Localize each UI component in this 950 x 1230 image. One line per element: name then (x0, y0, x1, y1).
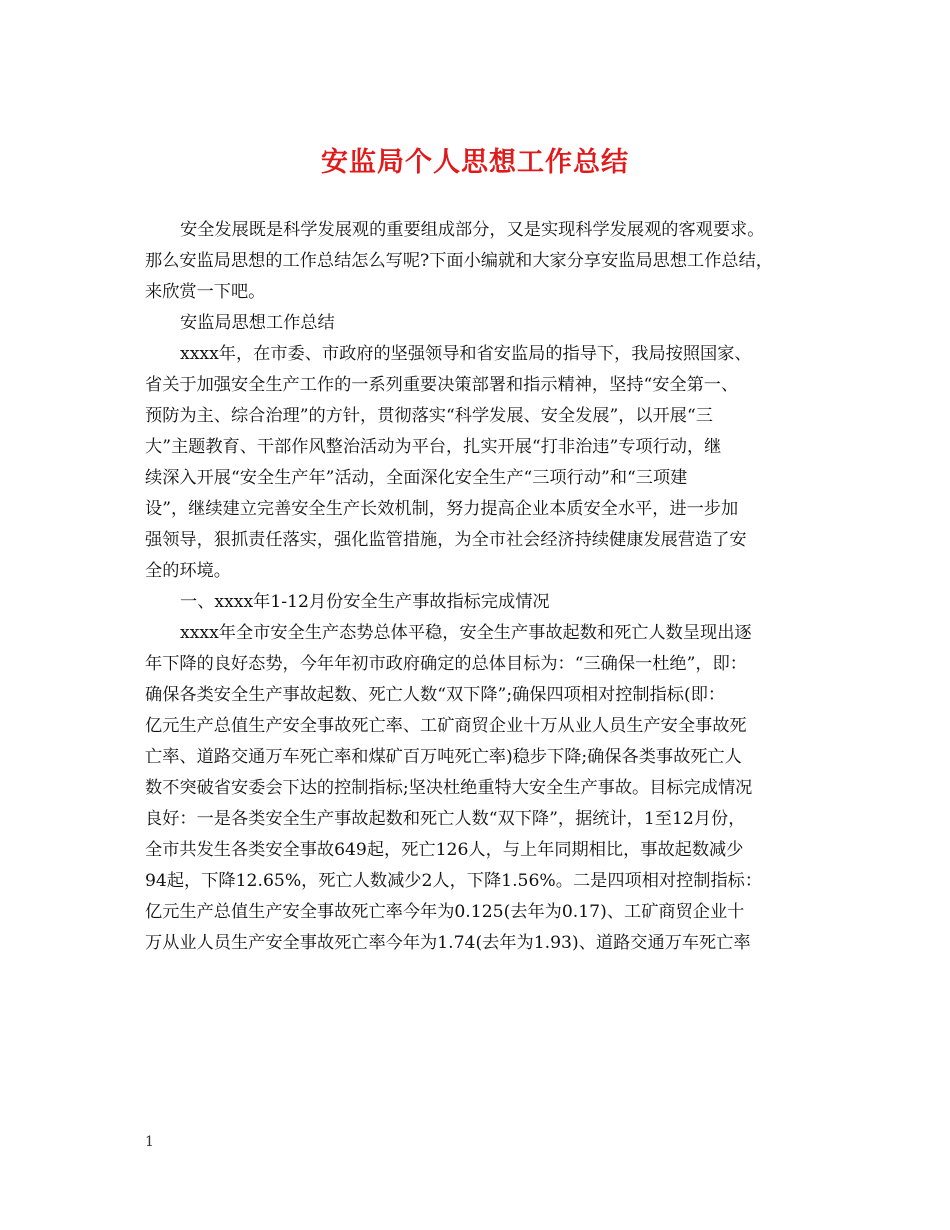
paragraph-line: 年下降的良好态势，今年年初市政府确定的总体目标为：“三确保一杜绝”，即： (145, 654, 747, 674)
paragraph-line: 全市共发生各类安全事故649起，死亡126人，与上年同期相比，事故起数减少 (145, 840, 744, 860)
document-body (145, 215, 810, 959)
page-number: 1 (145, 1134, 154, 1150)
paragraph-line: 那么安监局思想的工作总结怎么写呢?下面小编就和大家分享安监局思想工作总结， (145, 251, 773, 271)
paragraph-line: 良好：一是各类安全生产事故起数和死亡人数“双下降”，据统计，1至12月份， (145, 809, 746, 829)
section-heading: 安监局思想工作总结 (180, 313, 335, 333)
paragraph-line: 省关于加强安全生产工作的一系列重要决策部署和指示精神，坚持“安全第一、 (145, 375, 739, 395)
paragraph-line: 94起，下降12.65%，死亡人数减少2人，下降1.56%。二是四项相对控制指标： (145, 871, 763, 891)
paragraph-line: 亡率、道路交通万车死亡率和煤矿百万吨死亡率)稳步下降;确保各类事故死亡人 (145, 747, 742, 767)
paragraph-line: 预防为主、综合治理”的方针，贯彻落实“科学发展、安全发展”，以开展“三 (145, 406, 713, 426)
paragraph-line: 续深入开展“安全生产年”活动，全面深化安全生产“三项行动”和“三项建 (145, 468, 688, 488)
paragraph-line: 确保各类安全生产事故起数、死亡人数“双下降”;确保四项相对控制指标(即： (145, 685, 726, 705)
paragraph-line: 亿元生产总值生产安全事故死亡率今年为0.125(去年为0.17)、工矿商贸企业十 (145, 902, 745, 922)
paragraph-line: 亿元生产总值生产安全事故死亡率、工矿商贸企业十万从业人员生产安全事故死 (145, 716, 747, 736)
paragraph-line: xxxx年全市安全生产态势总体平稳，安全生产事故起数和死亡人数呈现出逐 (180, 623, 752, 643)
paragraph-line: 万从业人员生产安全事故死亡率今年为1.74(去年为1.93)、道路交通万车死亡率 (145, 933, 751, 953)
paragraph-line: 数不突破省安委会下达的控制指标;坚决杜绝重特大安全生产事故。目标完成情况 (145, 778, 753, 798)
paragraph-line: xxxx年，在市委、市政府的坚强领导和省安监局的指导下，我局按照国家、 (180, 344, 752, 364)
paragraph-line: 来欣赏一下吧。 (145, 282, 266, 302)
paragraph-line: 大”主题教育、干部作风整治活动为平台，扎实开展“打非治违”专项行动，继 (145, 437, 722, 457)
section-heading: 一、xxxx年1-12月份安全生产事故指标完成情况 (180, 592, 550, 612)
paragraph-line: 设”，继续建立完善安全生产长效机制，努力提高企业本质安全水平，进一步加 (145, 499, 739, 519)
paragraph-line: 强领导，狠抓责任落实，强化监管措施，为全市社会经济持续健康发展营造了安 (145, 530, 747, 550)
paragraph-line: 全的环境。 (145, 561, 231, 581)
document-title: 安监局个人思想工作总结 (321, 147, 629, 178)
paragraph-line: 安全发展既是科学发展观的重要组成部分，又是实现科学发展观的客观要求。 (180, 220, 765, 240)
